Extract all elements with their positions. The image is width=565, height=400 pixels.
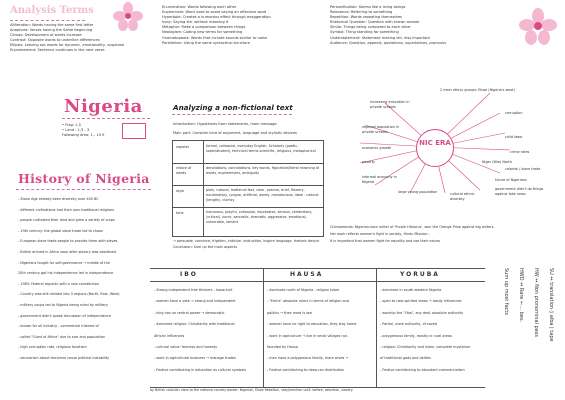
yoruba-line: - Festive contributing to abundant commercialism <box>380 367 465 372</box>
ibo-line: - work in agricultural business → manage trades <box>154 356 236 361</box>
hausa-line: - "Emirs" absolute rulers in terms of religion and <box>267 299 349 304</box>
mindmap-notes <box>330 224 495 245</box>
vertical-line: SU ↔ translation ◊ alba | tape <box>548 268 554 342</box>
history-bullets <box>18 194 120 364</box>
hausa-line: politics → their word is law <box>267 310 312 315</box>
history-line: - 19th century: the global slave trade led to chaos <box>18 228 103 233</box>
intro-line: Main part: Consider kind of argument, language and stylistic devices <box>173 131 297 135</box>
hausa-line: - dominate north of Nigeria - religion Islam <box>267 288 340 292</box>
analysis-table <box>172 140 324 237</box>
history-line: - European slave trade people to provide them with slaves <box>18 239 118 244</box>
footer-line: Conclusion: Sum up the main aspects <box>173 245 237 249</box>
yoruba-line: - Partial, more authority, of saved <box>380 322 438 327</box>
vertical-line: Sum up most facts <box>503 268 509 315</box>
note-line: Chimamanda: Nigerian-born writer of 'Purple Hibiscus', won the Orange Prize against big writers. <box>330 225 495 229</box>
history-line: - Nigerians fought for self-governance → middle of the <box>18 260 110 265</box>
table-text-style: plain, natural, matter-of-fact, clear, precise, brief, flowery, exclamatory, (vague, artificial, wordy, monotonous, ideal - natural (lengthy, clumsy <box>206 188 319 202</box>
term-line: Understatement: Statement making sth. less important <box>330 35 430 40</box>
note-line: It is important that women fight for equality and use their voices <box>330 239 441 243</box>
terms-list-left <box>10 23 124 54</box>
term-line: Hyperbole: Creates a humorous effect through exaggeration <box>162 15 271 20</box>
ibo-line: - cultural value: fairness and honesty <box>154 345 218 350</box>
ethnic-header-hausa: HAUSA <box>290 271 324 278</box>
ethnic-footer: by British colonial rulers to the national country border: Nigerian, Ekwe Rebellion, stay/mention until: before, extortion, slavery <box>150 388 353 392</box>
table-text-register: formal, colloquial, everyday English, Scholarly (poetic, sophisticated), technical terms scientific, religious, metaphorical <box>206 144 316 153</box>
history-line: - secularism about terrorism cause political instability <box>18 355 110 360</box>
table-label-tone: tone <box>176 211 184 215</box>
analysis-terms-title: Analysis Terms <box>10 5 94 16</box>
mindmap-node: economic growth <box>362 146 392 150</box>
mindmap-node: poverty <box>362 160 376 164</box>
yoruba-line: of traditional gods and deities <box>380 356 431 361</box>
history-line: - military coups led to Nigeria being ruled by military <box>18 302 108 307</box>
ethnic-table <box>150 268 485 388</box>
ibo-line: - Strong independent free thinkers - loose-knit <box>154 288 233 292</box>
term-line: Relevance: Referring to something <box>330 10 393 15</box>
term-line: Ellipsis: Leaving out words for dynamic, emotionality, suspense <box>10 43 125 48</box>
vertical-notes <box>490 268 558 378</box>
flag-doodle <box>122 123 146 139</box>
terms-list-right <box>330 5 446 46</box>
table-label-register: register <box>176 145 190 149</box>
intro-line: Introduction: Hypothesis from statements, main message <box>173 122 277 126</box>
ibo-line: - dominant religion: Christianity with traditional <box>154 322 235 327</box>
term-line: Enumeration: Words following each other <box>162 5 237 9</box>
term-line: Rhetorical Question: Question with known answer <box>330 20 420 25</box>
term-line: Climax: Development of words increase <box>10 33 82 38</box>
yoruba-line: - dominant in south-western Nigeria <box>380 288 442 292</box>
table-text-tone: humorous, playful, colloquial, impressive, serious, celebratory, (critical), ironic, sarcastic, dramatic, aggressive, emotional, vulnerable, lament <box>206 210 313 224</box>
mindmap-node: regional population in private schools <box>362 125 400 134</box>
term-line: Neologism: Coding new terms for something <box>162 30 243 35</box>
hausa-line: founded by Hausa <box>267 345 298 350</box>
term-line: Contrast: Opposite words to underline differences <box>10 38 100 43</box>
yoruba-list <box>380 285 470 376</box>
term-line: Euphemism: Word used to avoid saying an offensive word <box>162 10 267 15</box>
ethnic-header-ibo: IBO <box>180 271 198 278</box>
history-title: History of Nigeria <box>18 171 150 186</box>
footer-line: → persuade, convince, frighten, criticize, instruction, inspire language, rhetoric device <box>173 239 320 243</box>
hausa-line: - work in agriculture → live in small villages run- <box>267 333 349 338</box>
mindmap-node: large young population <box>398 190 438 194</box>
analyzing-underline <box>172 114 292 115</box>
hausa-list <box>267 285 357 376</box>
nigeria-title: Nigeria <box>64 96 143 117</box>
note-line: Her work reflects women's fight in society, Hindu Mission... <box>330 232 431 236</box>
history-line: - called "Giant of Africa" due to size and population <box>18 334 105 339</box>
ibo-line: - Festive contributing in education as cultural symbols <box>154 367 246 372</box>
mindmap-node: child labor <box>505 135 523 139</box>
analyzing-intro <box>173 120 297 138</box>
flower-ornament-right <box>519 8 559 48</box>
table-label-choice: choice of words <box>176 166 192 175</box>
term-line: Audience: Question, appeals, quotations, superlatives, pronouns <box>330 40 447 45</box>
history-line: - high corruption rate, religious fanatism <box>18 345 87 350</box>
history-line: - people cultivated their land and grew a variety of crops <box>18 218 115 223</box>
term-line: Irony: Saying sth. without meaning it <box>162 20 229 25</box>
vertical-line: HWD ↔ Rare ←… bes. <box>518 268 524 323</box>
history-line: - known for oil industry - commercial interest of <box>18 324 99 329</box>
history-line: 20th century got his independence led in independence <box>18 271 114 276</box>
nigeria-underline <box>62 118 150 119</box>
mindmap-node: colonial / slave trade <box>505 167 541 171</box>
term-line: Metaphor: Make a comparison between things <box>162 25 246 30</box>
yoruba-line: - open to new spirited views → easily influenced <box>380 299 462 304</box>
ibo-list <box>154 285 246 376</box>
mindmap-node: future of Nigerians <box>495 178 527 182</box>
mindmap-node: informal economy in Nigeria <box>362 175 397 184</box>
ethnic-header-yoruba: YORUBA <box>400 271 440 278</box>
history-underline <box>16 189 151 190</box>
analyzing-footer <box>173 238 319 250</box>
term-line: Enjambement: Sentence continues in the next verse <box>10 48 105 53</box>
mindmap-center-text: NIC ERA <box>419 139 451 147</box>
ibo-line: African influences <box>154 333 185 338</box>
vertical-line: HW ↔ Non pronominal pass <box>533 268 539 337</box>
mindmap-node: cultural ethnic diversity <box>450 192 475 201</box>
hausa-line: - Festive contributing to deep-ran distribution <box>267 367 345 372</box>
table-text-choice: denotations, connotations, key words, figurative/literal meaning of words, euphemisms, ambiguity <box>206 166 320 175</box>
term-line: Parallelism: Using the same syntactical structure <box>162 40 250 45</box>
mindmap-node: corruption <box>505 111 523 115</box>
history-line: - government didn't speak discussion of independence <box>18 313 111 318</box>
mindmap-node: government didn't do things against fake news <box>495 187 544 196</box>
hausa-line: - men have a polygamous family, more wives → <box>267 356 349 361</box>
history-line: - 1963: Federal republic with a new constitution <box>18 281 100 286</box>
term-line: Onomatopoeia: Words that include sounds similar to noise <box>162 35 268 40</box>
mindmap-node: crime rates <box>510 150 530 154</box>
terms-list-middle <box>162 5 271 46</box>
hausa-line: - women have no right to education, they stay home <box>267 322 357 327</box>
term-line: Alliteration: Words having the same first letter <box>10 23 94 27</box>
term-line: Symbol: Thing standing for something <box>330 30 399 35</box>
mindmap-node: Niger (Nile) North <box>482 160 512 164</box>
mindmap-node: increasing education in private schools <box>370 100 410 109</box>
term-line: Anaphora: Verses having the Same beginning <box>10 28 93 33</box>
yoruba-line: - religion: Christianity and islam, complete mysticism <box>380 345 471 350</box>
nigeria-facts <box>62 123 104 138</box>
term-line: Simile: Things being compared to each other <box>330 25 411 30</box>
term-line: Personification: Seems like a living beings <box>330 5 406 9</box>
term-line: Repetition: Words repeating themselves <box>330 15 403 20</box>
fact-line: • Land : 1,3 - 3 <box>62 128 90 133</box>
history-line: - British arrived in Africa soon after slavery was abolished <box>18 249 116 254</box>
fact-line: Following Area: 1,- 10 9 <box>62 133 105 138</box>
ibo-line: - king has no central power → democratic <box>154 310 225 315</box>
history-line: - different civilizations had their own traditional religions <box>18 207 114 212</box>
yoruba-line: - polygamous family, mostly in rural areas <box>380 333 452 338</box>
table-label-style: style <box>176 189 185 193</box>
mindmap-node: 2 main ethnic groups: Ekwe (Nigeria's west) <box>440 88 515 92</box>
title-underline <box>10 20 85 21</box>
mindmap-center <box>416 129 454 167</box>
ibo-line: - women have a vote → strong and independent <box>154 299 236 304</box>
analyzing-title: Analyzing a non-fictional text <box>173 103 293 112</box>
yoruba-line: - worship the "Oba", any deal, absolute authority <box>380 310 464 315</box>
fact-line: • Flag: 1,5 <box>62 123 81 127</box>
history-line: - Stone Age already been diversity over 400 BC <box>18 197 99 201</box>
history-line: - Country was still divided into 3 regions (North, East, West) <box>18 292 120 297</box>
